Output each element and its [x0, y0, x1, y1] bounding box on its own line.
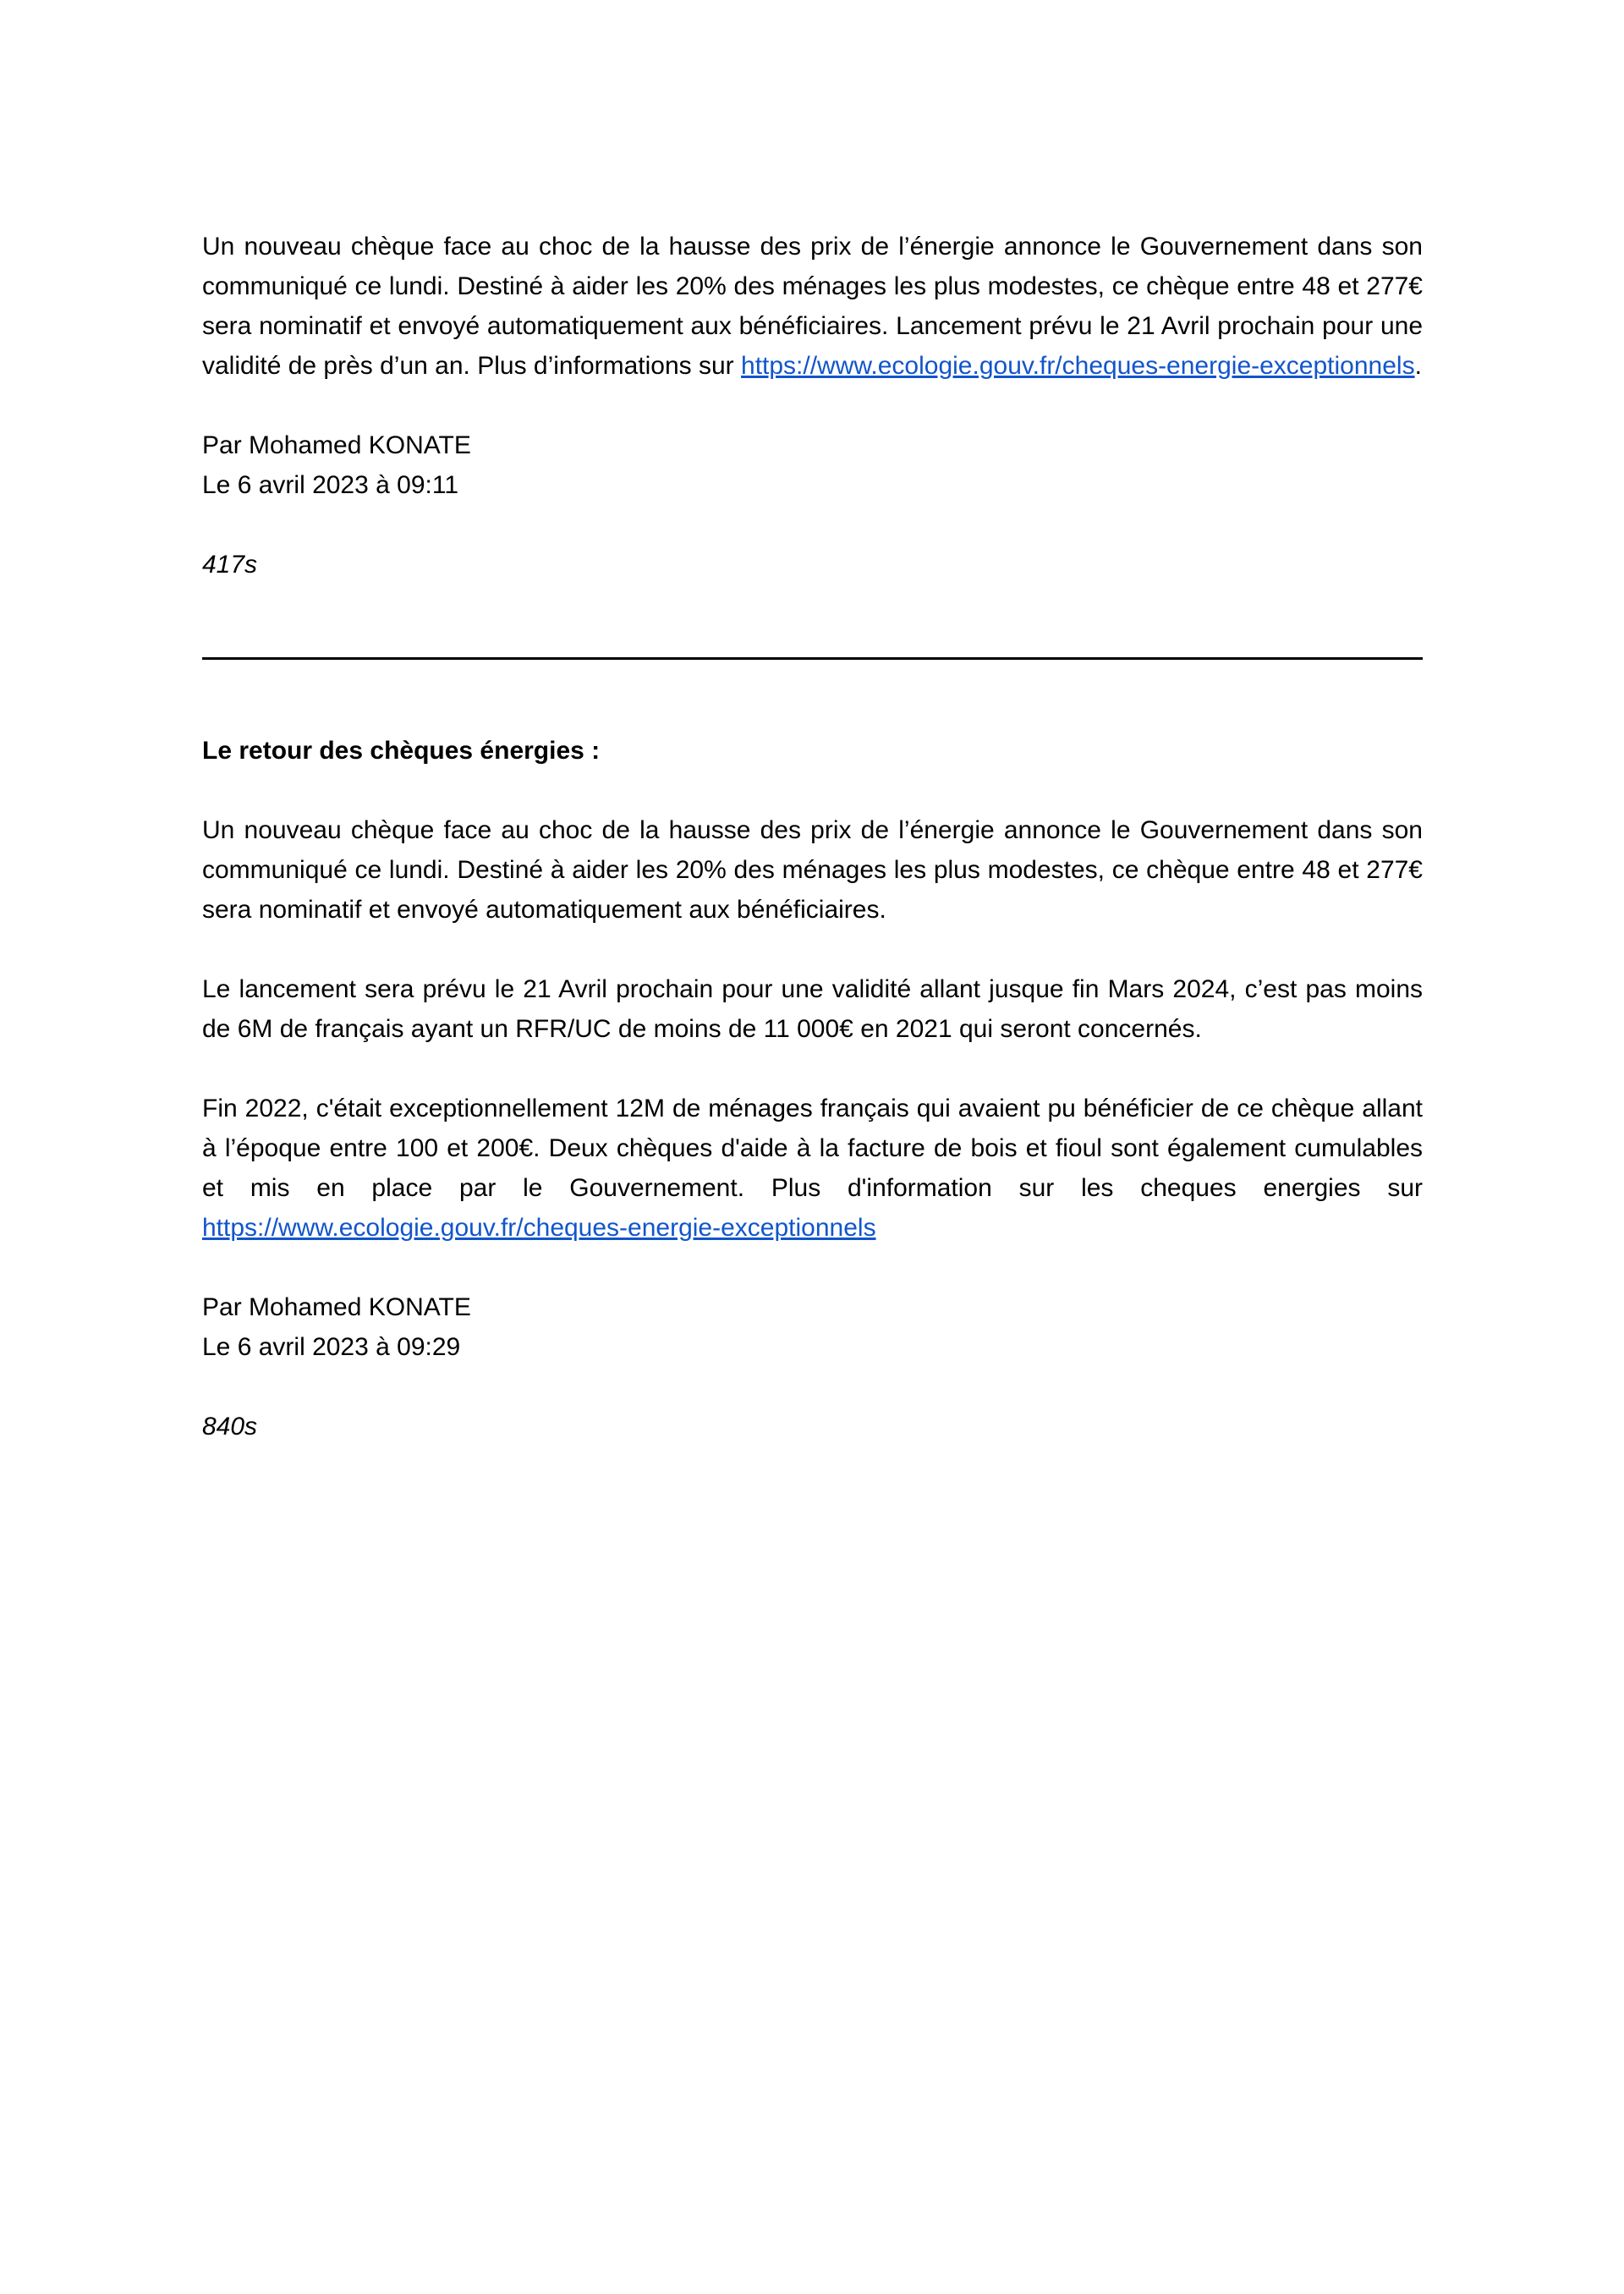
byline-block-2	[202, 1287, 1423, 1367]
intro-paragraph-period: .	[1414, 352, 1422, 380]
body-paragraph-2: Le lancement sera prévu le 21 Avril prochain pour une validité allant jusque fin Mars 2024, c’est pas moins de 6M de français ayant un RFR/UC de moins de 11 000€ en 2021 qui seront concernés.	[202, 975, 1423, 1043]
body-paragraph-3-text: Fin 2022, c'était exceptionnellement 12M de ménages français qui avaient pu bénéficier de ce chèque allant à l’époque entre 100 et 200€. Deux chèques d'aide à la facture de bois et fioul sont également cumulables et mis en place par le Gouvernement. Plus d'information sur les cheques energies sur	[202, 1095, 1423, 1202]
date-line-2: Le 6 avril 2023 à 09:29	[202, 1333, 461, 1361]
ecologie-link[interactable]: https://www.ecologie.gouv.fr/cheques-energie-exceptionnels	[741, 352, 1415, 380]
ecologie-link-2[interactable]: https://www.ecologie.gouv.fr/cheques-energie-exceptionnels	[202, 1214, 876, 1242]
duration-text-2: 840s	[202, 1413, 258, 1441]
body-paragraph-3	[202, 1089, 1423, 1248]
intro-paragraph-text: Un nouveau chèque face au choc de la hausse des prix de l’énergie annonce le Gouvernement dans son communiqué ce lundi. Destiné à aider les 20% des ménages les plus modestes, ce chèque entre 48 et 277€ sera nominatif et envoyé automatiquement aux bénéficiaires. Lancement prévu le 21 Avril prochain pour une validité de près d’un an. Plus d’informations sur	[202, 233, 1423, 380]
byline-2: Par Mohamed KONATE	[202, 1293, 471, 1321]
byline-block	[202, 425, 1423, 505]
document-content	[202, 227, 1423, 1446]
section-divider	[202, 657, 1423, 660]
section-heading: Le retour des chèques énergies :	[202, 737, 601, 765]
byline: Par Mohamed KONATE	[202, 431, 471, 459]
body-paragraph-1: Un nouveau chèque face au choc de la hausse des prix de l’énergie annonce le Gouvernement dans son communiqué ce lundi. Destiné à aider les 20% des ménages les plus modestes, ce chèque entre 48 et 277€ sera nominatif et envoyé automatiquement aux bénéficiaires.	[202, 816, 1423, 924]
intro-paragraph	[202, 227, 1423, 386]
duration-text: 417s	[202, 551, 258, 579]
date-line: Le 6 avril 2023 à 09:11	[202, 471, 459, 499]
